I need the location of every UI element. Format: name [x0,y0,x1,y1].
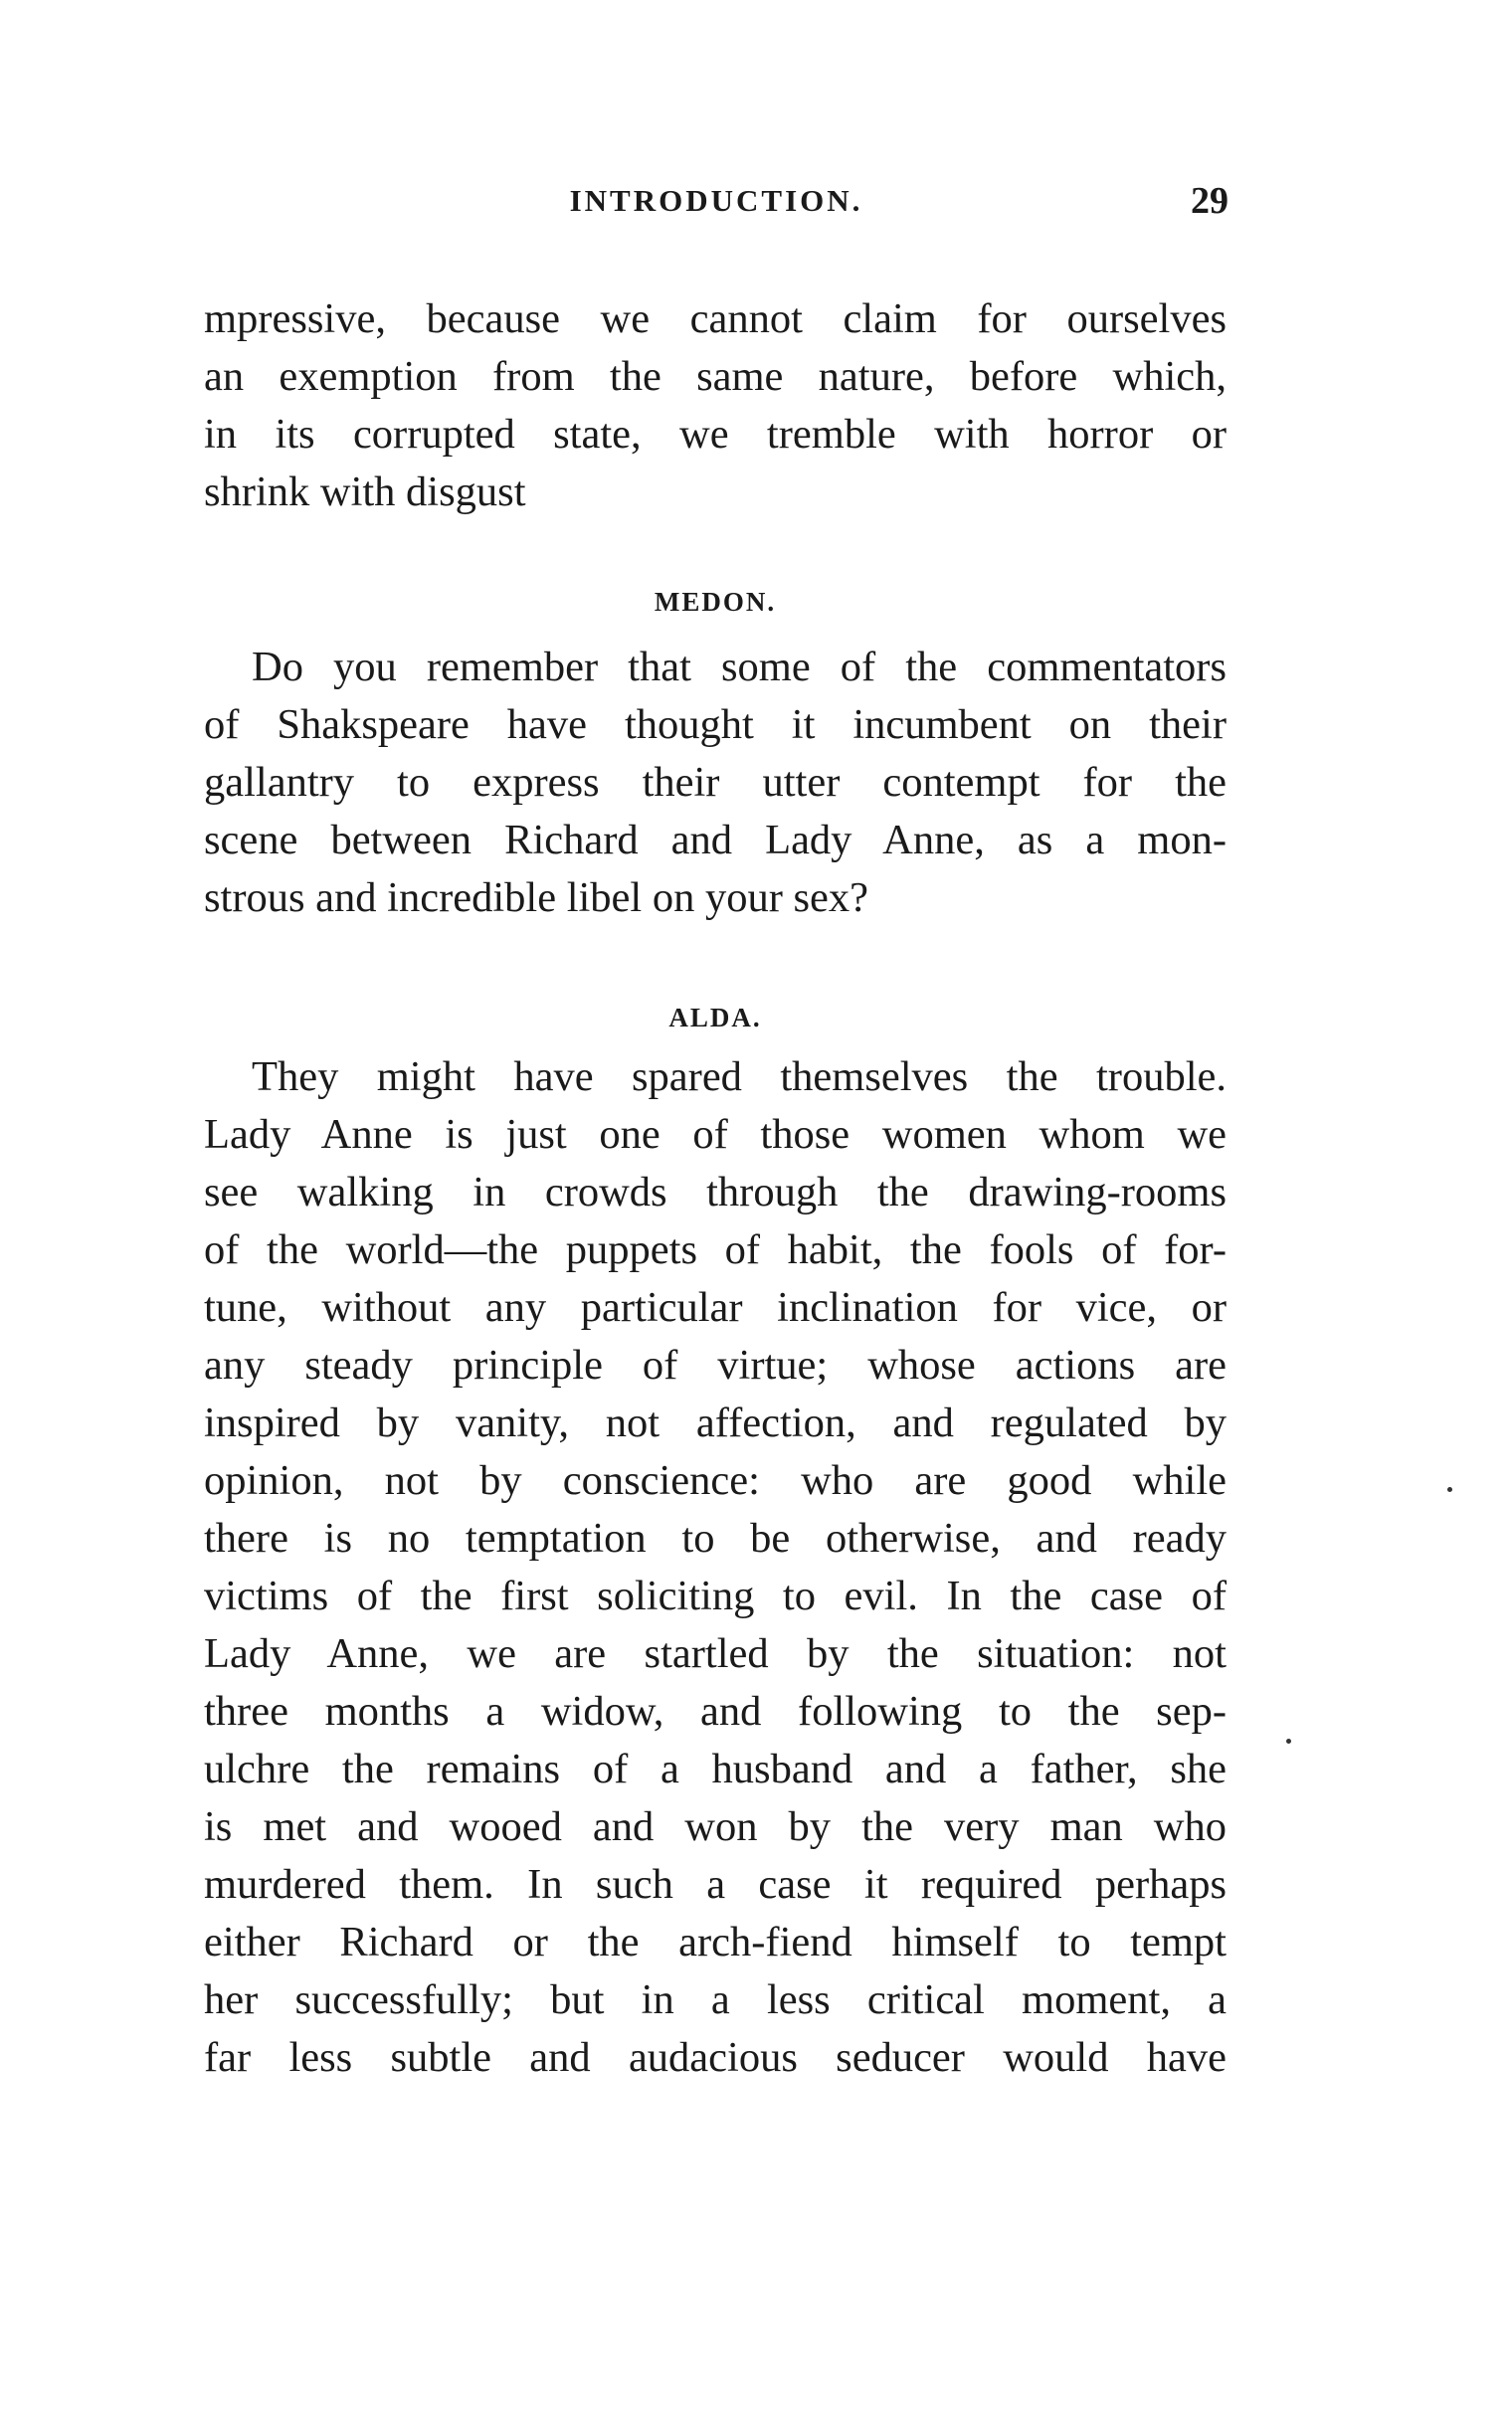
text-line: scene between Richard and Lady Anne, as a mon- [204,817,1227,863]
text-line: either Richard or the arch-fiend himself to tempt [204,1919,1227,1965]
speaker-alda: ALDA. [668,1003,762,1032]
scan-speck [1447,1487,1452,1492]
text-line: Lady Anne, we are startled by the situation: not [204,1630,1227,1677]
text-line: an exemption from the same nature, before which, [204,353,1227,400]
paragraph-medon [204,639,1227,927]
text-line: strous and incredible libel on your sex? [204,874,869,921]
page-number: 29 [1191,180,1228,222]
text-line: three months a widow, and following to the sep- [204,1688,1227,1735]
text-line: mpressive, because we cannot claim for ourselves [204,295,1227,342]
text-line: opinion, not by conscience: who are good while [204,1457,1227,1504]
text-line: inspired by vanity, not affection, and regulated by [204,1400,1227,1446]
text-line: gallantry to express their utter contempt for the [204,759,1227,806]
text-line: in its corrupted state, we tremble with horror or [204,411,1227,458]
text-line: shrink with disgust [204,468,526,515]
text-line: murdered them. In such a case it required perhaps [204,1861,1227,1908]
text-line: ulchre the remains of a husband and a father, she [204,1746,1227,1792]
text-line: there is no temptation to be otherwise, and ready [204,1515,1227,1562]
paragraph-alda [204,1048,1227,2087]
text-line: Lady Anne is just one of those women whom we [204,1111,1227,1158]
text-line: is met and wooed and won by the very man who [204,1803,1227,1850]
running-title: INTRODUCTION. [569,183,863,218]
text-line: her successfully; but in a less critical moment, a [204,1976,1227,2023]
speaker-medon: MEDON. [654,587,777,617]
text-line: far less subtle and audacious seducer would have [204,2034,1227,2081]
text-line: any steady principle of virtue; whose actions are [204,1342,1227,1389]
text-line: of Shakspeare have thought it incumbent on their [204,701,1227,748]
text-line: Do you remember that some of the commentators [252,644,1227,690]
text-line: tune, without any particular inclination for vice, or [204,1284,1227,1331]
paragraph-continuation [204,290,1227,521]
text-line: victims of the first soliciting to evil. In the case of [204,1573,1227,1619]
scan-speck [1286,1739,1291,1744]
text-line: They might have spared themselves the trouble. [252,1053,1227,1100]
text-line: see walking in crowds through the drawing-rooms [204,1169,1227,1215]
running-head [204,179,1228,239]
text-line: of the world—the puppets of habit, the fools of for- [204,1226,1227,1273]
